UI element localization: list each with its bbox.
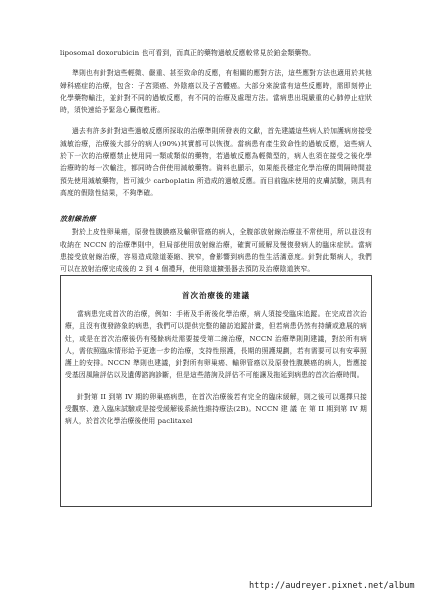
watermark-url: http://audreyer.pixnet.net/album xyxy=(249,581,415,591)
body-text-top xyxy=(60,47,372,199)
paragraph: liposomal doxorubicin 也可看到，而真正的藥物過敏反應較常見於鉑金類藥物。 xyxy=(60,49,316,57)
box-title: 首次治療後的建議 xyxy=(182,291,250,300)
paragraph: 對於上皮性卵巢癌，原發性腹膜癌及輸卵管癌的病人，全腹部放射線治療並不常使用，所以並沒有收納在 NCCN 的治療準則中，但局部使用放射線治療，確實可緩解及慢復發病人的臨床症狀。當病患接受放射線治療，容易造成陰道萎縮、狹窄，會影響到病患的性生活滿意度。針對此類病人，我們可以在放射治療完成後的 2 到 4 個禮拜，使用陰道擴張器去預防及治療陰道狹窄。 xyxy=(60,228,372,274)
paragraph: 針對第 II 到第 IV 期的卵巢癌病患，在首次治療後若有完全的臨床緩解，則之後可以選擇只接受觀察、進入臨床試驗或是接受緩解後系統性維持療法(2B)。NCCN 建 議 在 第 II 期到第 IV 期病人，於首次化學治療後使用 paclitaxel xyxy=(65,392,367,426)
section-heading: 放射線治療 xyxy=(60,214,96,223)
paragraph: 過去有許多針對這些過敏反應所採取的治療準則所發表的文獻，首先建議這些病人於加護病房接受減敏治療，治療後大部分的病人(90%)其實都可以恢復。當病患有產生致命性的過敏反應，這些病人於下一次的治療應禁止使用同一類或類似的藥物，若過敏反應為輕微型的，病人也須在接受之後化學治療時的每一次輸注，都同時合併使用減敏藥物。資料也顯示，如果能長穩定化學治療的間隔時間並預先使用減敏藥物，皆可減少 carboplatin 所造成的過敏反應。而目前臨床使用的皮膚試驗，則具有高度的假陰性結果，不夠準確。 xyxy=(60,127,372,197)
paragraph: 準則也有針對這些輕微、嚴重、甚至致命的反應，有相關的應對方法，這些應對方法也適用於其他婦科癌症的治療，包含：子宮頸癌、外陰癌以及子宮體癌。大部分來說當有這些反應時，需即刻停止化學藥物輸注，並針對不同的過敏反應，有不同的治療及處理方法。當病患出現嚴重的心肺停止症狀時，須快速給予緊急心臟復甦術。 xyxy=(60,69,372,115)
radiation-section xyxy=(60,213,372,275)
recommendation-box xyxy=(60,275,372,507)
paragraph: 當病患完成首次的治療，例如：手術及手術後化學治療，病人須接受臨床追蹤。在完成首次治療，且沒有復發跡象的病患，我們可以提供完整的隨訪追蹤計畫，但若病患仍然有持續或進展的病灶，或是在首次治療後仍有殘餘病灶需要接受第二線治療，NCCN 治療準則則建議，對於所有病人，需依照臨床情形給予更進一步的治療，支持性照護，長期的照護規劃，若有需要可以有安寧照護上的安排。NCCN 準則也建議，針對所有卵巢癌、輸卵管癌以及原發性腹膜癌的病人，皆應接受基因風險評估以及遺傳諮詢診斷，但是這些諮詢及評估不可能讓及拖延到病患的首次治療時間。 xyxy=(65,310,367,380)
